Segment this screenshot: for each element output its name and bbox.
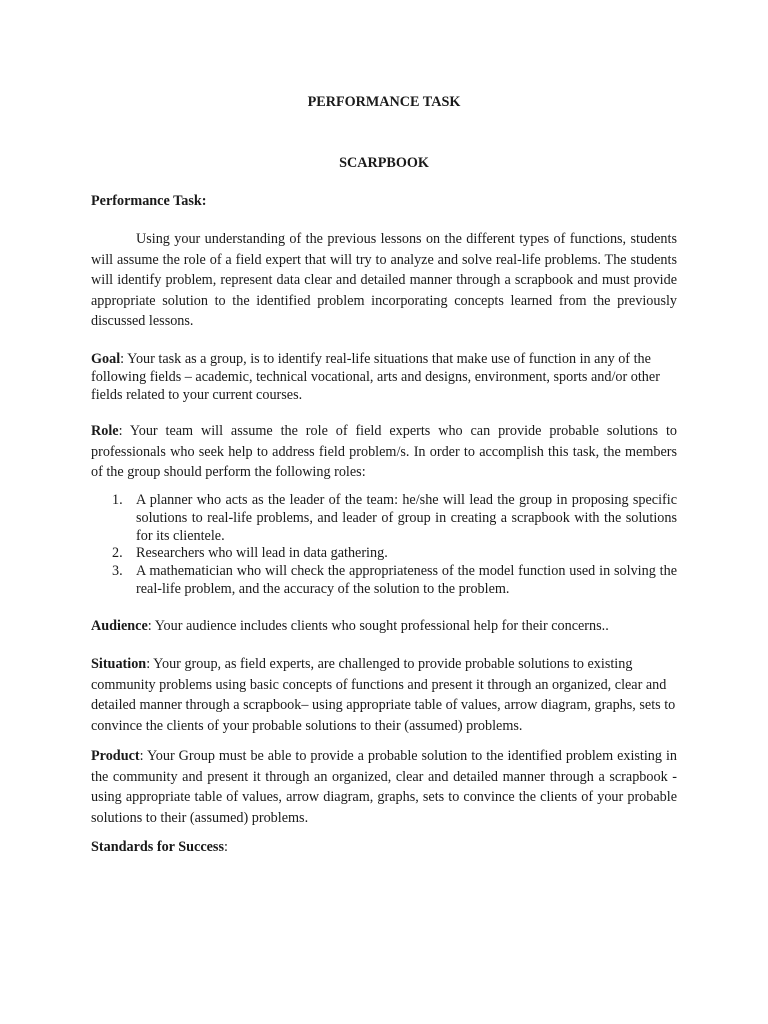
- audience-text: : Your audience includes clients who sought professional help for their concerns..: [147, 618, 609, 634]
- role-text: : Your team will assume the role of field experts who can provide probable solutions to professionals who seek help to address field problem/s. In order to accomplish this task, the members of the group should perform the following roles:: [91, 423, 677, 481]
- list-item: [91, 492, 677, 545]
- document-title: PERFORMANCE TASK: [307, 94, 461, 110]
- product-paragraph: [91, 746, 677, 828]
- audience-label: Audience: [91, 618, 148, 634]
- situation-text: : Your group, as field experts, are challenged to provide probable solutions to existing community problems using basic concepts of functions and present it through an organized, clear and detailed manner through a scrapbook– using appropriate table of values, arrow diagram, graphs, sets to convince the clients of your probable solutions to their (assumed) problems.: [91, 656, 676, 734]
- list-item-text: Researchers who will lead in data gathering.: [136, 545, 388, 562]
- list-item: [91, 563, 677, 599]
- list-item-number: 2.: [112, 545, 123, 562]
- situation-paragraph: [91, 654, 677, 736]
- situation-label: Situation: [91, 656, 147, 672]
- roles-list: [91, 492, 677, 599]
- list-item: [91, 545, 677, 563]
- product-text: : Your Group must be able to provide a probable solution to the identified problem existing in the community and present it through an organized, clear and detailed manner through a scrapbook - using appropriate table of values, arrow diagram, graphs, sets to convince the clients of your probable solutions to their (assumed) problems.: [91, 748, 677, 826]
- performance-task-paragraph: Using your understanding of the previous lessons on the different types of functions, students will assume the role of a field expert that will try to analyze and solve real-life problems. The students will identify problem, represent data clear and detailed manner through a scrapbook and must provide appropriate solution to the identified problem incorporating concepts learned from the previously discussed lessons.: [91, 231, 677, 330]
- product-label: Product: [91, 748, 140, 764]
- goal-label: Goal: [91, 351, 121, 367]
- goal-paragraph: [91, 350, 677, 404]
- audience-paragraph: [91, 618, 677, 635]
- list-item-number: 1.: [112, 492, 123, 508]
- goal-text: : Your task as a group, is to identify real-life situations that make use of function in any of the following fields – academic, technical vocational, arts and designs, environment, sports and/or other fields related to your current courses.: [91, 351, 660, 403]
- document-subtitle: SCARPBOOK: [339, 155, 429, 171]
- standards-colon: :: [223, 839, 228, 855]
- list-item-text: A planner who acts as the leader of the team: he/she will lead the group in proposing specific solutions to real-life problems, and leader of group in creating a scrapbook with the solutions for its clientele.: [136, 492, 677, 544]
- role-paragraph: [91, 421, 677, 483]
- standards-label: Standards for Success: [91, 839, 224, 855]
- role-label: Role: [91, 423, 119, 439]
- list-item-number: 3.: [112, 563, 123, 580]
- list-item-text: A mathematician who will check the appropriateness of the model function used in solving the real-life problem, and the accuracy of the solution to the problem.: [136, 563, 677, 597]
- standards-paragraph: [91, 839, 677, 856]
- performance-task-heading: Performance Task:: [91, 193, 207, 209]
